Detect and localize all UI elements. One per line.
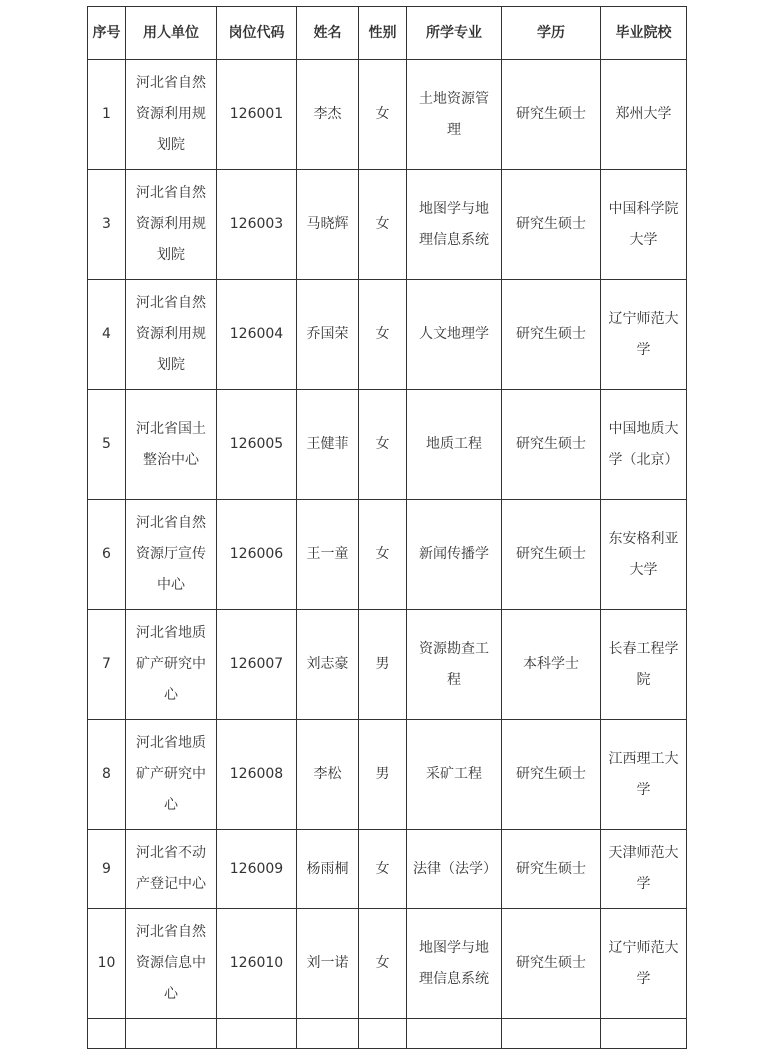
- cell-school: 天津师范大学: [601, 830, 687, 909]
- cell-employer: 河北省地质矿产研究中心: [126, 610, 217, 720]
- cell-empty: [126, 1019, 217, 1049]
- cell-school: 郑州大学: [601, 60, 687, 170]
- cell-employer: 河北省自然资源信息中心: [126, 909, 217, 1019]
- cell-education: 研究生硕士: [502, 170, 601, 280]
- cell-education: 本科学士: [502, 610, 601, 720]
- cell-major: 资源勘查工程: [407, 610, 502, 720]
- table-row: [88, 390, 687, 500]
- table-row: [88, 909, 687, 1019]
- table-row-partial: [88, 1019, 687, 1049]
- cell-name: 王健菲: [297, 390, 359, 500]
- table-row: [88, 60, 687, 170]
- cell-post-code: 126010: [217, 909, 297, 1019]
- cell-post-code: 126006: [217, 500, 297, 610]
- cell-post-code: 126001: [217, 60, 297, 170]
- header-school: 毕业院校: [601, 7, 687, 60]
- cell-index: 10: [88, 909, 126, 1019]
- cell-name: 杨雨桐: [297, 830, 359, 909]
- cell-empty: [407, 1019, 502, 1049]
- table-row: [88, 500, 687, 610]
- cell-name: 刘一诺: [297, 909, 359, 1019]
- cell-post-code: 126004: [217, 280, 297, 390]
- cell-gender: 女: [359, 500, 407, 610]
- cell-education: 研究生硕士: [502, 60, 601, 170]
- cell-gender: 女: [359, 170, 407, 280]
- cell-education: 研究生硕士: [502, 830, 601, 909]
- table-row: [88, 720, 687, 830]
- cell-school: 中国地质大学（北京）: [601, 390, 687, 500]
- cell-post-code: 126003: [217, 170, 297, 280]
- table-row: [88, 830, 687, 909]
- cell-employer: 河北省自然资源厅宣传中心: [126, 500, 217, 610]
- cell-index: 8: [88, 720, 126, 830]
- cell-school: 东安格利亚大学: [601, 500, 687, 610]
- cell-employer: 河北省自然资源利用规划院: [126, 280, 217, 390]
- cell-school: 长春工程学院: [601, 610, 687, 720]
- cell-major: 法律（法学）: [407, 830, 502, 909]
- cell-education: 研究生硕士: [502, 720, 601, 830]
- cell-gender: 女: [359, 390, 407, 500]
- cell-gender: 女: [359, 830, 407, 909]
- cell-education: 研究生硕士: [502, 280, 601, 390]
- cell-name: 马晓辉: [297, 170, 359, 280]
- cell-education: 研究生硕士: [502, 390, 601, 500]
- cell-major: 地图学与地理信息系统: [407, 170, 502, 280]
- cell-employer: 河北省自然资源利用规划院: [126, 170, 217, 280]
- cell-index: 7: [88, 610, 126, 720]
- table-row: [88, 170, 687, 280]
- header-employer: 用人单位: [126, 7, 217, 60]
- header-post-code: 岗位代码: [217, 7, 297, 60]
- cell-index: 3: [88, 170, 126, 280]
- cell-post-code: 126008: [217, 720, 297, 830]
- header-name: 姓名: [297, 7, 359, 60]
- cell-index: 1: [88, 60, 126, 170]
- cell-index: 9: [88, 830, 126, 909]
- cell-name: 王一童: [297, 500, 359, 610]
- cell-empty: [88, 1019, 126, 1049]
- cell-post-code: 126009: [217, 830, 297, 909]
- cell-employer: 河北省自然资源利用规划院: [126, 60, 217, 170]
- cell-name: 李松: [297, 720, 359, 830]
- cell-empty: [297, 1019, 359, 1049]
- cell-employer: 河北省地质矿产研究中心: [126, 720, 217, 830]
- table-header-row: [88, 7, 687, 60]
- cell-index: 4: [88, 280, 126, 390]
- table-row: [88, 610, 687, 720]
- cell-gender: 女: [359, 280, 407, 390]
- header-gender: 性别: [359, 7, 407, 60]
- cell-major: 人文地理学: [407, 280, 502, 390]
- cell-major: 地图学与地理信息系统: [407, 909, 502, 1019]
- cell-gender: 女: [359, 60, 407, 170]
- cell-school: 江西理工大学: [601, 720, 687, 830]
- cell-gender: 男: [359, 610, 407, 720]
- cell-education: 研究生硕士: [502, 909, 601, 1019]
- cell-empty: [217, 1019, 297, 1049]
- cell-major: 地质工程: [407, 390, 502, 500]
- cell-school: 中国科学院大学: [601, 170, 687, 280]
- cell-empty: [359, 1019, 407, 1049]
- cell-name: 李杰: [297, 60, 359, 170]
- cell-index: 5: [88, 390, 126, 500]
- cell-employer: 河北省国土整治中心: [126, 390, 217, 500]
- table-row: [88, 280, 687, 390]
- cell-empty: [601, 1019, 687, 1049]
- cell-employer: 河北省不动产登记中心: [126, 830, 217, 909]
- header-index: 序号: [88, 7, 126, 60]
- cell-education: 研究生硕士: [502, 500, 601, 610]
- cell-empty: [502, 1019, 601, 1049]
- cell-gender: 男: [359, 720, 407, 830]
- roster-table: [87, 6, 687, 1049]
- cell-post-code: 126007: [217, 610, 297, 720]
- cell-gender: 女: [359, 909, 407, 1019]
- cell-name: 刘志豪: [297, 610, 359, 720]
- header-major: 所学专业: [407, 7, 502, 60]
- cell-school: 辽宁师范大学: [601, 280, 687, 390]
- header-education: 学历: [502, 7, 601, 60]
- cell-name: 乔国荣: [297, 280, 359, 390]
- cell-major: 土地资源管理: [407, 60, 502, 170]
- cell-major: 采矿工程: [407, 720, 502, 830]
- cell-post-code: 126005: [217, 390, 297, 500]
- cell-major: 新闻传播学: [407, 500, 502, 610]
- cell-school: 辽宁师范大学: [601, 909, 687, 1019]
- cell-index: 6: [88, 500, 126, 610]
